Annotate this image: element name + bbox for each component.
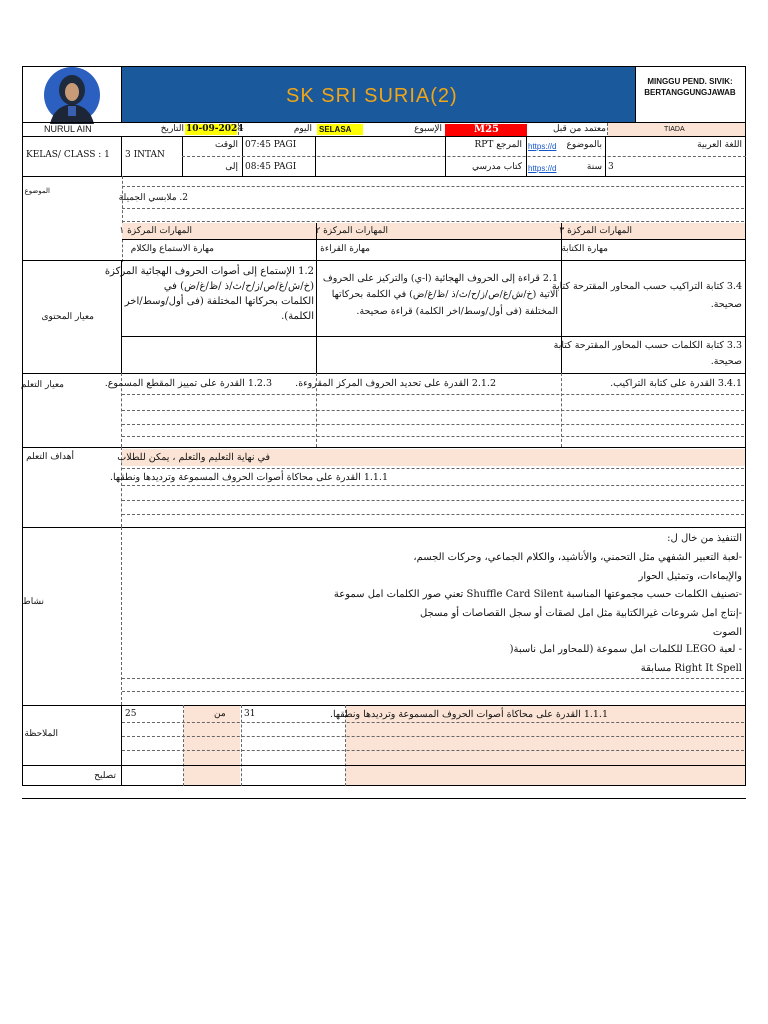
objectives-intro: في نهاية التعليم والتعلم ، يمكن للطلاب xyxy=(117,452,270,463)
textbook-label: كتاب مدرسي xyxy=(471,162,522,172)
skill-header-2: المهارات المركزة ٢ xyxy=(315,226,388,236)
skill-1: مهارة الاستماع والكلام xyxy=(130,244,214,254)
activity-line-6: الصوت xyxy=(712,627,742,638)
class-value: 3 INTAN xyxy=(125,150,165,160)
content-1-line-4: الكلمة). xyxy=(281,311,314,322)
content-1-line-2: (خ/ش/غ/ص/ز/ح/ث/ذ /ظ/غ/ض) في xyxy=(163,281,314,292)
content-1-line-3: الكلمات بحركاتها المختلفة (فى أول/وسط/اخر xyxy=(124,296,314,307)
topic-label: الموضوع xyxy=(24,187,50,195)
teacher-avatar xyxy=(40,66,104,124)
notes-text: 1.1.1 القدرة على محاكاة أصوات الحروف المسموعة وترديدها ونطقها. xyxy=(329,709,608,720)
skill-header-3: المهارات المركزة ٣ xyxy=(559,226,632,236)
day-label: اليوم xyxy=(293,124,312,134)
of-label: من xyxy=(214,709,226,719)
activity-line-7: - لعبة LEGO للكلمات امل سموعة (للمحاور امل ناسبة( xyxy=(509,644,742,655)
correction-label: تصليح xyxy=(94,771,116,781)
topic-value: 2. ملابسي الجميلة xyxy=(118,193,188,203)
activity-line-2: -لعبة التعبير الشفهي مثل التحمني، والأناشيد، والكلام الجماعي، وحركات الجسم، xyxy=(413,552,742,563)
reference-link[interactable]: https://d xyxy=(528,142,557,151)
learning-3: 3.4.1 القدرة على كتابة التراكيب. xyxy=(610,378,742,389)
students-achieved: 25 xyxy=(125,709,137,719)
date-value: 10-09-2024 xyxy=(186,124,244,134)
content-standard-label: معيار المحتوى xyxy=(41,312,94,322)
week-value: M25 xyxy=(474,124,499,135)
objectives-label: أهداف التعلم xyxy=(26,452,74,462)
week-label: الإسبوع xyxy=(414,124,442,134)
activity-line-4: -تصنيف الكلمات حسب مجموعتها المناسبة Shuffle Card Silent تعني صور الكلمات امل سموعة xyxy=(333,589,742,600)
content-2-line-3: المختلفة (فى أول/وسط/اخر الكلمة) قراءة صحيحة. xyxy=(356,306,558,317)
start-time: 07:45 PAGI xyxy=(245,140,297,150)
activity-line-3: والإيماءات، وتمثيل الحوار xyxy=(638,571,742,582)
end-time: 08:45 PAGI xyxy=(245,162,297,172)
activity-line-1: التنفيذ من خال ل: xyxy=(667,533,742,544)
topic-label-small: بالموضوع xyxy=(566,140,602,150)
learning-2: 2.1.2 القدرة على تحديد الحروف المركز المقروءة. xyxy=(295,378,496,389)
time-label: الوقت xyxy=(214,140,238,150)
year-value: 3 xyxy=(608,162,614,172)
content-3a-line-1: 3.4 كتابة التراكيب حسب المحاور المقترحة كتابة xyxy=(551,281,742,292)
date-label: التاريخ xyxy=(160,124,184,134)
content-2-line-2: الاتية (خ/ش/غ/ص/ز/ح/ث/ذ /ظ/غ/ض) في الكلمة بحركاتها xyxy=(331,289,558,300)
content-2-line-1: 2.1 قراءة إلى الحروف الهجائية (ا-ي) والتركيز على الحروف xyxy=(322,273,558,284)
activity-line-8: Right It Spell مسابقة xyxy=(640,663,742,674)
activity-line-5: -إنتاج امل شروعات غيرالكتابية مثل امل لصقات أو سجل القصاصات أو مسجل xyxy=(419,608,742,619)
teacher-name: NURUL AIN xyxy=(44,124,92,134)
approved-by-label: معتمد من قبل xyxy=(552,124,606,134)
subject-value: اللغة العربية xyxy=(697,140,742,150)
students-total: 31 xyxy=(244,709,256,719)
bottom-rule xyxy=(22,798,746,799)
tiada-note: TIADA xyxy=(664,126,685,133)
year-label: سنة xyxy=(586,162,602,172)
content-3b-line-2: صحيحة. xyxy=(710,356,742,367)
content-3a-line-2: صحيحة. xyxy=(710,299,742,310)
class-label: KELAS/ CLASS : 1 xyxy=(26,150,110,160)
to-label: إلى xyxy=(225,162,238,172)
skill-3: مهارة الكتابة xyxy=(561,244,608,254)
textbook-link[interactable]: https://d xyxy=(528,164,557,173)
learning-standard-label: معيار التعلم xyxy=(20,380,64,390)
objective-1: 1.1.1 القدرة على محاكاة أصوات الحروف المسموعة وترديدها ونطقها. xyxy=(109,472,388,483)
content-3b-line-1: 3.3 كتابة الكلمات حسب المحاور المقترحة كتابة xyxy=(553,340,742,351)
reference-label: المرجع RPT xyxy=(474,140,522,150)
skill-header-1: المهارات المركزة ١ xyxy=(119,226,192,236)
day-value: SELASA xyxy=(319,125,352,134)
skill-2: مهارة القراءة xyxy=(320,244,370,254)
notes-label: الملاحظة xyxy=(24,729,58,739)
content-1-line-1: 1.2 الإستماع إلى أصوات الحروف الهجائية المركزة xyxy=(104,266,314,277)
learning-1: 1.2.3 القدرة على تمييز المقطع المسموع. xyxy=(104,378,272,389)
civic-week-box: MINGGU PEND. SIVIK: BERTANGGUNGJAWAB xyxy=(644,77,736,97)
activities-label: نشاط xyxy=(22,597,44,607)
school-title: SK SRI SURIA(2) xyxy=(286,85,458,107)
